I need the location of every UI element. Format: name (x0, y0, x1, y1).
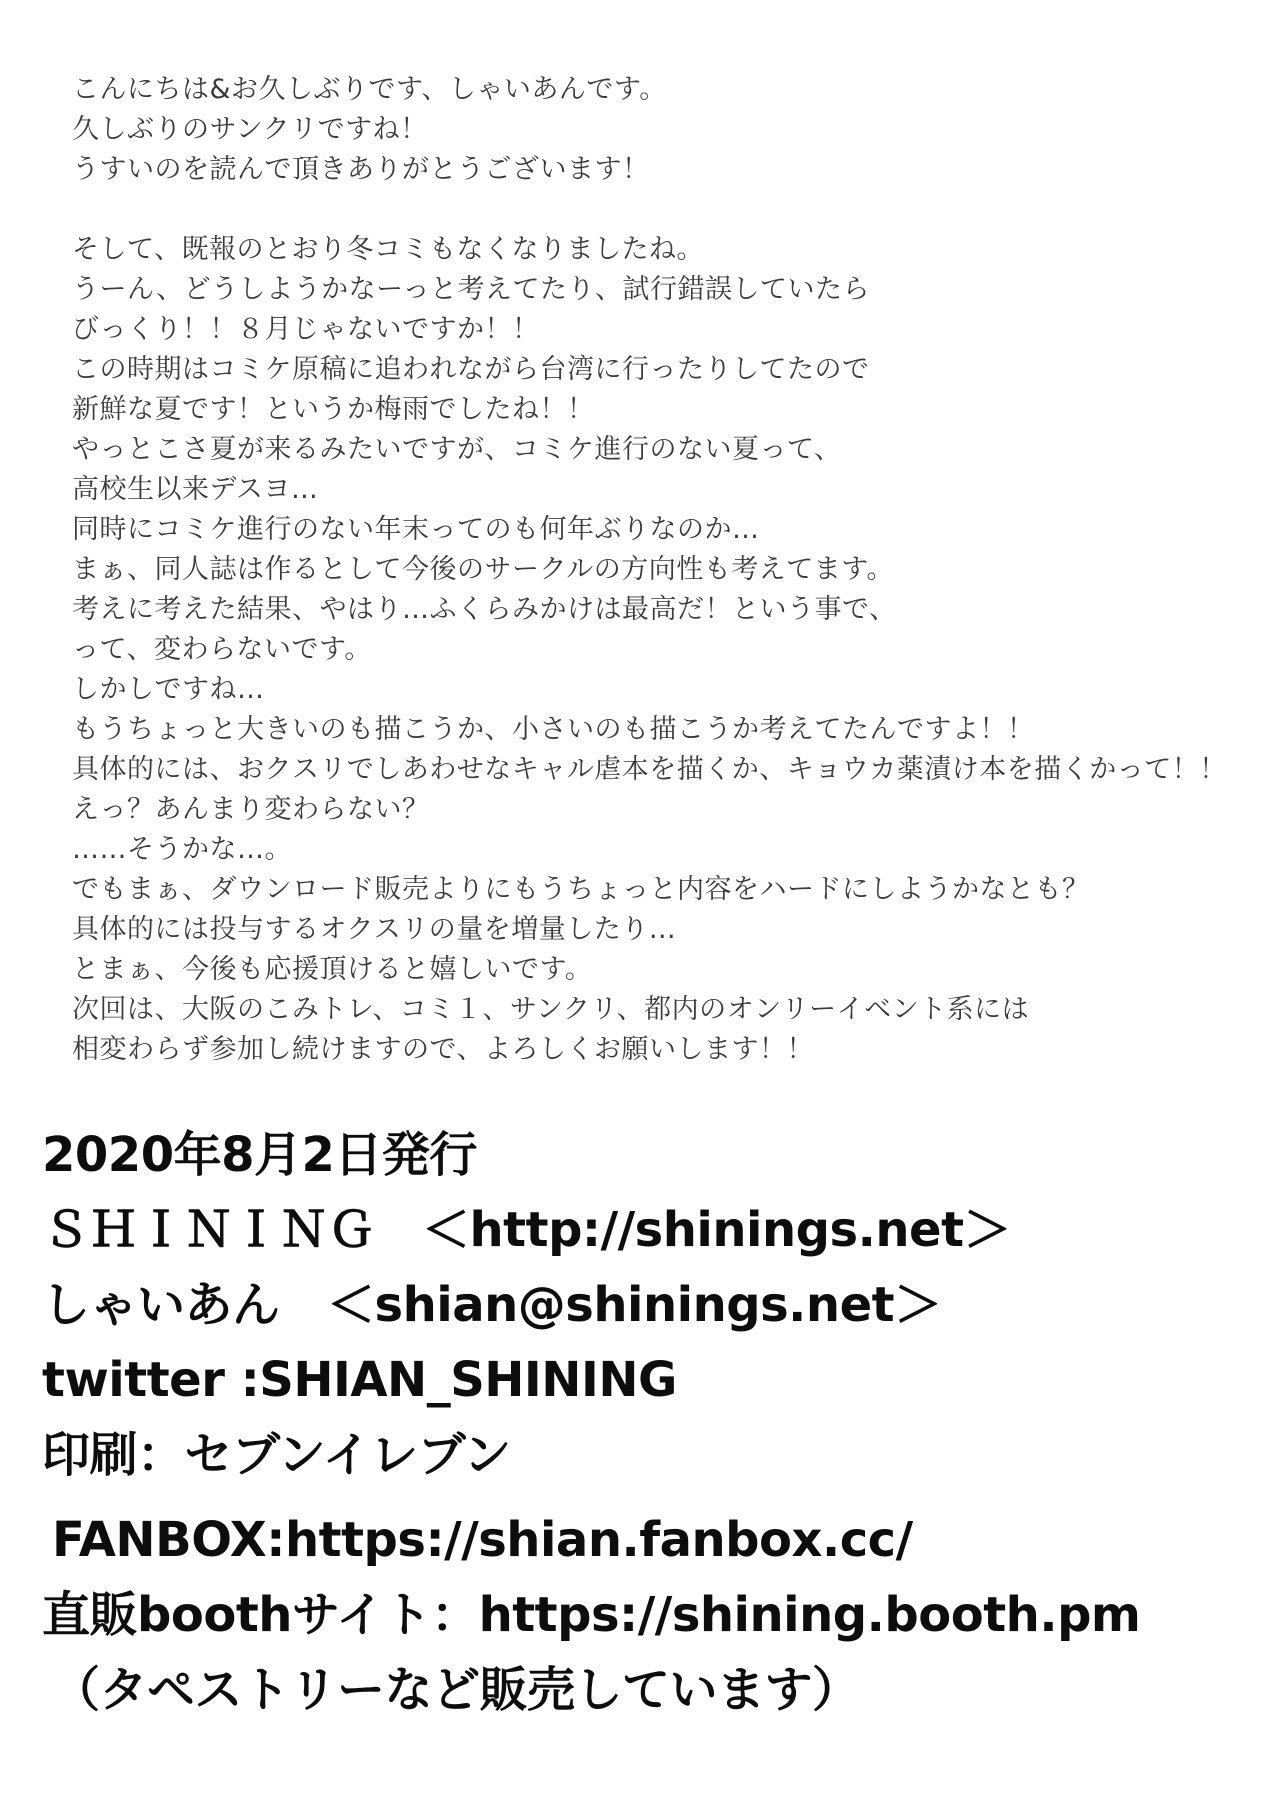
booth-url: 直販boothサイト：https://shining.booth.pm (42, 1587, 1141, 1643)
afterword-line: 具体的には、おクスリでしあわせなキャル虐本を描くか、キョウカ薬漬け本を描くかって！！ (72, 754, 1227, 785)
afterword-line: 新鮮な夏です！というか梅雨でしたね！！ (72, 394, 595, 425)
afterword-line: この時期はコミケ原稿に追われながら台湾に行ったりしてたので (72, 354, 870, 385)
afterword-line: やっとこさ夏が来るみたいですが、コミケ進行のない夏って、 (72, 434, 842, 465)
afterword-line: 次回は、大阪のこみトレ、コミ１、サンクリ、都内のオンリーイベント系には (72, 994, 1030, 1025)
afterword-line: うすいのを読んで頂きありがとうございます！ (72, 154, 650, 185)
circle-site-url: ＳＨＩＮＩＮＧ ＜http://shinings.net＞ (42, 1202, 1012, 1258)
afterword-line: 久しぶりのサンクリですね！ (72, 114, 428, 145)
fanbox-url: FANBOX:https://shian.fanbox.cc/ (52, 1512, 913, 1568)
author-email: しゃいあん ＜shian@shinings.net＞ (42, 1277, 942, 1333)
booth-note: （タペストリーなど販売しています） (52, 1662, 860, 1718)
twitter-handle: twitter :SHIAN_SHINING (42, 1352, 677, 1408)
afterword-line: ……そうかな…。 (72, 834, 292, 865)
afterword-line: 同時にコミケ進行のない年末ってのも何年ぶりなのか… (72, 514, 760, 545)
afterword-line: うーん、どうしようかなーっと考えてたり、試行錯誤していたら (72, 274, 871, 305)
afterword-line: えっ？あんまり変わらない？ (72, 794, 430, 825)
afterword-line: 相変わらず参加し続けますので、よろしくお願いします！！ (72, 1034, 814, 1065)
afterword-line: 考えに考えた結果、やはり…ふくらみかけは最高だ！という事で、 (72, 594, 897, 625)
afterword-line: でもまぁ、ダウンロード販売よりにもうちょっと内容をハードにしようかなとも？ (72, 874, 1090, 905)
publish-date: 2020年8月2日発行 (42, 1127, 477, 1183)
printer-credit: 印刷：セブンイレブン (42, 1427, 511, 1483)
afterword-blank-line (72, 190, 1222, 230)
afterword-line: こんにちは&お久しぶりです、しゃいあんです。 (72, 74, 667, 105)
afterword-line: まぁ、同人誌は作るとして今後のサークルの方向性も考えてます。 (72, 554, 895, 585)
afterword-line: びっくり！！８月じゃないですか！！ (72, 314, 540, 345)
afterword-line: そして、既報のとおり冬コミもなくなりましたね。 (72, 234, 704, 265)
afterword-line: 具体的には投与するオクスリの量を増量したり… (72, 914, 677, 945)
afterword-line: とまぁ、今後も応援頂けると嬉しいです。 (72, 954, 593, 985)
afterword-line: 高校生以来デスヨ… (72, 474, 319, 505)
colophon-block (42, 1118, 1262, 1728)
afterword-line: しかしですね… (72, 674, 265, 705)
afterword-text-block (72, 70, 1227, 1070)
afterword-line: もうちょっと大きいのも描こうか、小さいのも描こうか考えてたんですよ！！ (72, 714, 1035, 745)
afterword-line: って、変わらないです。 (72, 634, 372, 665)
